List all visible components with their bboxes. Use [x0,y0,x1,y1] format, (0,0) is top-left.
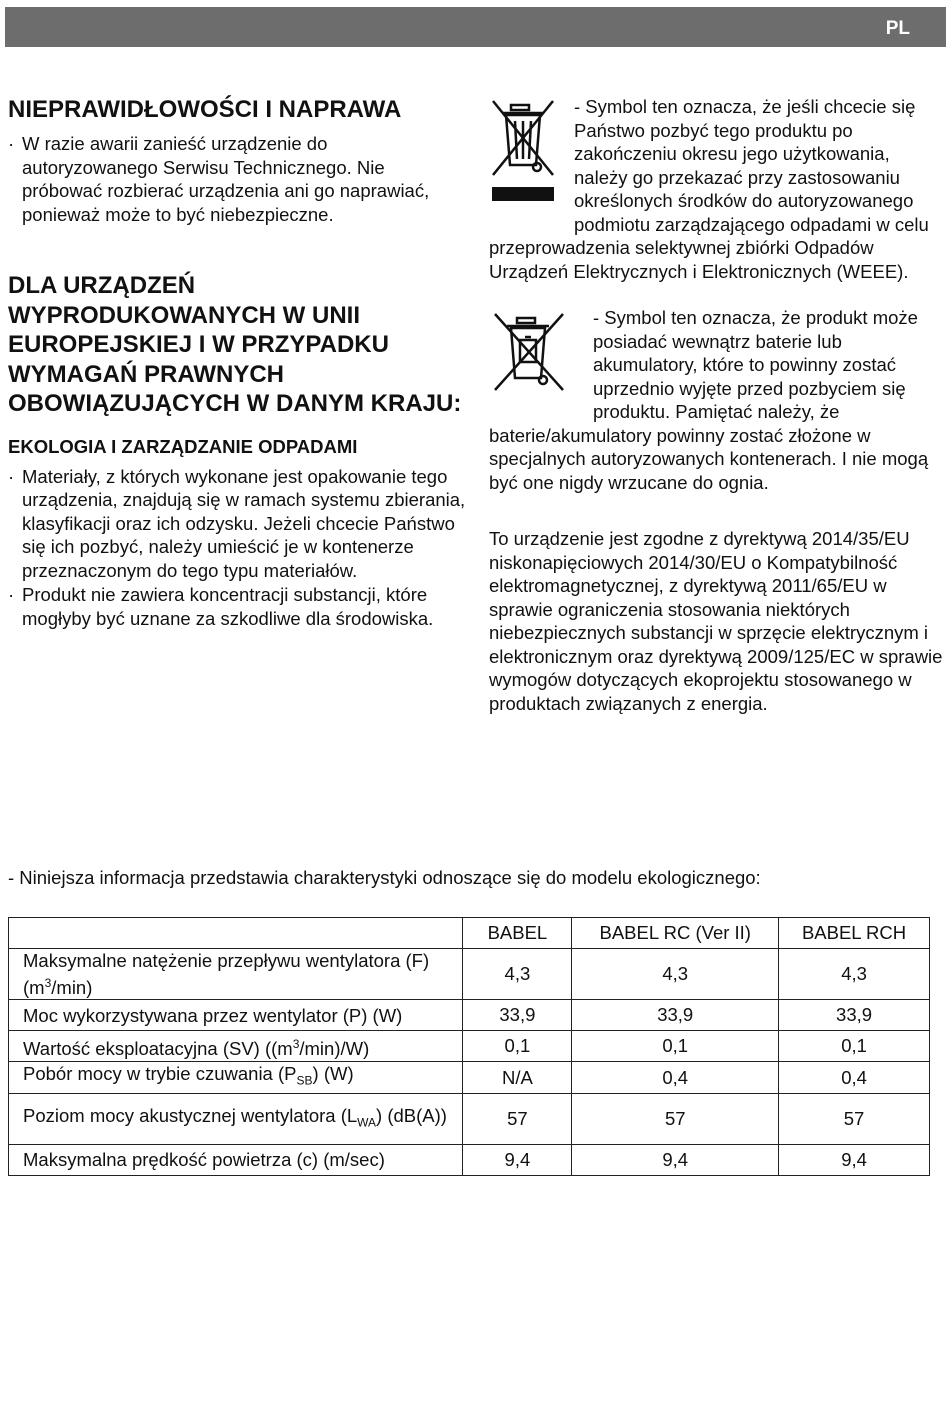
table-row [9,1093,930,1144]
table-row [9,1144,930,1175]
eco-model-note: - Niniejsza informacja przedstawia charakterystyki odnoszące się do modelu ekologicznego: [8,867,761,888]
battery-section [489,306,944,494]
table-row [9,1000,930,1031]
battery-bin-icon [489,306,593,402]
table-cell: 0,4 [572,1062,779,1094]
repair-title: NIEPRAWIDŁOWOŚCI I NAPRAWA [8,96,402,123]
table-cell: 9,4 [572,1144,779,1175]
table-header-cell: BABEL RCH [779,918,930,949]
table-cell: 0,4 [779,1062,930,1094]
ecology-title: EKOLOGIA I ZARZĄDZANIE ODPADAMI [8,435,358,457]
table-cell: 33,9 [572,1000,779,1031]
battery-text: - Symbol ten oznacza, że produkt może posiadać wewnątrz baterie lub akumulatory, które to powinny zostać uprzednio wyjęte przed pozbyciem się produktu. Pamiętać należy, że baterie/akumulatory powinny zostać złożone w specjalnych autoryzowanych kontenerach. I nie mogą być one nigdy wrzucane do ognia. [489,307,929,493]
table-cell: 57 [463,1093,572,1144]
row-label: Maksymalne natężenie przepływu wentylatora (F) $(m^3/\min)$ [9,949,463,1000]
ecology-item-text: Produkt nie zawiera koncentracji substancji, które mogłyby być uznane za szkodliwe dla środowiska. [22,584,434,629]
row-label: Moc wykorzystywana przez wentylator (P) (W) [9,1000,463,1031]
table-cell: 0,1 [463,1031,572,1062]
table-header-cell: BABEL [463,918,572,949]
left-column [8,95,468,630]
weee-bin-icon [489,95,571,213]
table-cell: 4,3 [572,949,779,1000]
ecology-item-text: Materiały, z których wykonane jest opakowanie tego urządzenia, znajdują się w ramach systemu zbierania, klasyfikacji oraz ich odzysku. Jeżeli chcecie Państwo się ich pozbyć, należy umieścić je w kontenerze przeznaczonym do tego typu materiałów. [22,465,466,581]
bullet-dot: · [8,133,15,154]
table-cell: N/A [463,1062,572,1094]
table-cell: 9,4 [779,1144,930,1175]
weee-section [489,95,944,283]
table-row [9,949,930,1000]
table-cell: 4,3 [463,949,572,1000]
table-cell: 33,9 [779,1000,930,1031]
ecology-item [8,465,468,583]
row-label: Maksymalna prędkość powietrza (c) (m/sec) [9,1144,463,1175]
table-cell: 33,9 [463,1000,572,1031]
table-cell: 9,4 [463,1144,572,1175]
table-header-cell [9,918,463,949]
row-label: Poziom mocy akustycznej wentylatora $(L_{WA})$ (dB(A)) [9,1093,463,1144]
table-cell: 57 [779,1093,930,1144]
spec-table [8,917,930,1176]
repair-text: W razie awarii zanieść urządzenie do autoryzowanego Serwisu Technicznego. Nie próbować rozbierać urządzenia ani go naprawiać, ponieważ może to być niebezpieczne. [22,133,430,225]
bullet-dot: · [8,584,15,605]
table-cell: 0,1 [779,1031,930,1062]
row-label: Pobór mocy w trybie czuwania $(P_{SB})$ (W) [9,1062,463,1094]
language-code: PL [885,18,910,39]
table-header-cell: BABEL RC (Ver II) [572,918,779,949]
weee-text: - Symbol ten oznacza, że jeśli chcecie się Państwo pozbyć tego produktu po zakończeniu okresu jego użytkowania, należy go przekazać przy zastosowaniu określonych środków do autoryzowanego podmiotu zarządzającego odpadami w celu przeprowadzenia selektywnej zbiórki Odpadów Urządzeń Elektrycznych i Elektronicznych (WEEE). [489,96,929,282]
directive-text: To urządzenie jest zgodne z dyrektywą 2014/35/EU niskonapięciowych 2014/30/EU o Kompatybilność elektromagnetycznej, z dyrektywą 2011/65/EU w sprawie ograniczenia stosowania niektórych niebezpiecznych substancji w sprzęcie elektrycznym i elektronicznym oraz dyrektywą 2009/125/EC w sprawie wymogów dotyczących ekoprojektu stosowanego w produktach związanych z energia. [489,528,943,714]
repair-item [8,132,468,226]
eu-title: DLA URZĄDZEŃ WYPRODUKOWANYCH W UNII EUROPEJSKIEJ I W PRZYPADKU WYMAGAŃ PRAWNYCH OBOWIĄZUJĄCYCH W DANYM KRAJU: [8,272,462,417]
bullet-dot: · [8,465,15,487]
right-column [489,95,944,715]
table-cell: 4,3 [779,949,930,1000]
table-cell: 57 [572,1093,779,1144]
table-row [9,1031,930,1062]
table-cell: 0,1 [572,1031,779,1062]
ecology-item [8,583,468,630]
header-bar [5,7,946,47]
row-label: Wartość eksploatacyjna (SV) $((m^3/\min)/W)$ [9,1031,463,1062]
table-row [9,1062,930,1094]
table-header-row [9,918,930,949]
